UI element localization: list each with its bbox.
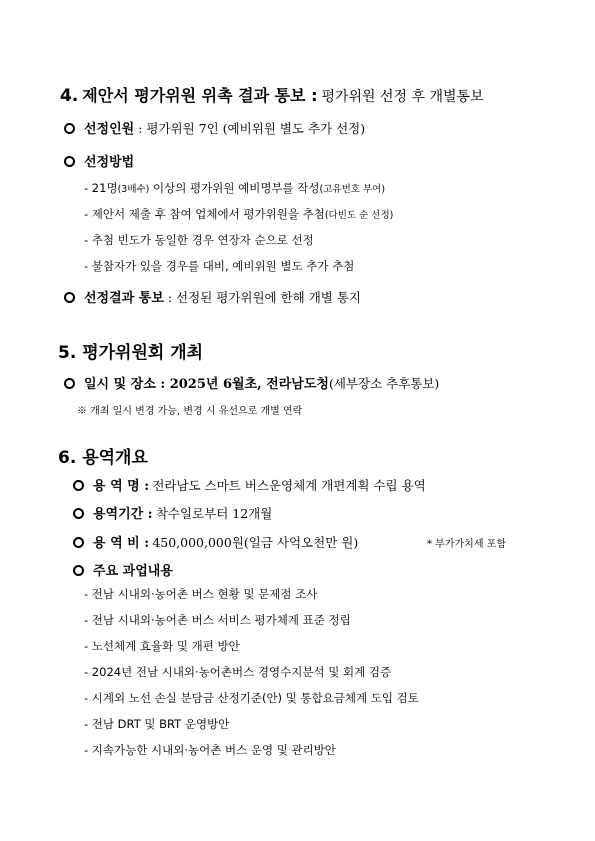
circle-bullet-icon xyxy=(73,565,84,576)
tasks-bullet xyxy=(73,560,173,579)
item-text: - 불참자가 있을 경우를 대비, 예비위원 별도 추가 추첨 xyxy=(84,259,355,273)
tasks-label: 주요 과업내용 xyxy=(93,564,173,579)
item-note: (다빈도 순 선정) xyxy=(324,210,394,221)
service-cost-bullet xyxy=(73,532,358,551)
selection-method-item xyxy=(84,206,393,222)
selection-result-bullet xyxy=(64,287,361,306)
circle-bullet-icon xyxy=(64,156,75,167)
section4-title: 제안서 평가위원 위촉 결과 통보 : xyxy=(82,86,318,105)
circle-bullet-icon xyxy=(73,480,84,491)
selection-count-bullet xyxy=(64,118,365,137)
service-cost-value: 450,000,000원(일금 사억오천만 원) xyxy=(152,535,359,550)
selection-count-value: 평가위원 7인 (예비위원 별도 추가 선정) xyxy=(146,121,366,136)
service-cost-label: 용 역 비 : xyxy=(93,536,150,551)
selection-result-label: 선정결과 통보 xyxy=(84,291,164,306)
service-name-label: 용 역 명 : xyxy=(93,479,150,494)
schedule-bullet xyxy=(64,373,439,392)
task-item: - 전남 DRT 및 BRT 운영방안 xyxy=(84,717,230,731)
section6-title: 6. 용역개요 xyxy=(58,448,148,468)
selection-method-bullet xyxy=(64,151,134,170)
task-item: - 지속가능한 시내외·농어촌 버스 운영 및 관리방안 xyxy=(84,743,336,757)
section4-heading xyxy=(60,83,484,106)
item-text: - 추첨 빈도가 동일한 경우 연장자 순으로 선정 xyxy=(84,233,314,247)
selection-method-item xyxy=(84,180,385,196)
service-period-value: 착수일로부터 12개월 xyxy=(155,506,273,521)
section4-number: 4. xyxy=(60,86,79,106)
item-text: - 제안서 제출 후 참여 업체에서 평가위원을 추첨 xyxy=(84,207,325,221)
schedule-warning: ※ 개최 일시 변경 가능, 변경 시 유선으로 개별 연락 xyxy=(77,406,303,417)
selection-method-item xyxy=(84,232,314,248)
selection-result-value: 선정된 평가위원에 한해 개별 통지 xyxy=(176,290,361,305)
schedule-label: 일시 및 장소 : 2025년 6월초, 전라남도청 xyxy=(84,377,329,392)
vat-note: * 부가가치세 포함 xyxy=(427,539,506,550)
selection-count-sep: : xyxy=(134,121,147,136)
schedule-note: (세부장소 추후통보) xyxy=(328,376,440,391)
selection-result-sep: : xyxy=(163,290,177,305)
item-note: (3배수) xyxy=(117,184,150,195)
service-name-value: 전라남도 스마트 버스운영체계 개편계획 수립 용역 xyxy=(152,478,426,493)
task-item: - 2024년 전남 시내외·농어촌버스 경영수지분석 및 회계 검증 xyxy=(84,665,392,679)
section4-note: 평가위원 선정 후 개별통보 xyxy=(321,89,484,105)
circle-bullet-icon xyxy=(64,123,75,134)
circle-bullet-icon xyxy=(64,378,75,389)
circle-bullet-icon xyxy=(64,292,75,303)
service-period-bullet xyxy=(73,503,272,522)
selection-method-item xyxy=(84,258,354,274)
item-note-2: (고유번호 부여) xyxy=(319,184,386,195)
selection-count-label: 선정인원 xyxy=(84,122,135,137)
service-name-bullet xyxy=(73,475,426,494)
item-text-rest: 이상의 평가위원 예비명부를 작성 xyxy=(149,181,320,195)
circle-bullet-icon xyxy=(73,508,84,519)
selection-method-label: 선정방법 xyxy=(84,155,135,170)
task-item: - 시계외 노선 손실 분담금 산정기준(안) 및 통합요금체계 도입 검토 xyxy=(84,691,419,705)
task-item: - 노선체계 효율화 및 개편 방안 xyxy=(84,639,240,653)
task-item: - 전남 시내외·농어촌 버스 현황 및 문제점 조사 xyxy=(84,587,318,601)
service-period-label: 용역기간 : xyxy=(93,507,153,522)
circle-bullet-icon xyxy=(73,537,84,548)
item-text: - 21명 xyxy=(84,181,118,195)
task-item: - 전남 시내외·농어촌 버스 서비스 평가체계 표준 정립 xyxy=(84,613,351,627)
section5-title: 5. 평가위원회 개최 xyxy=(58,343,204,363)
